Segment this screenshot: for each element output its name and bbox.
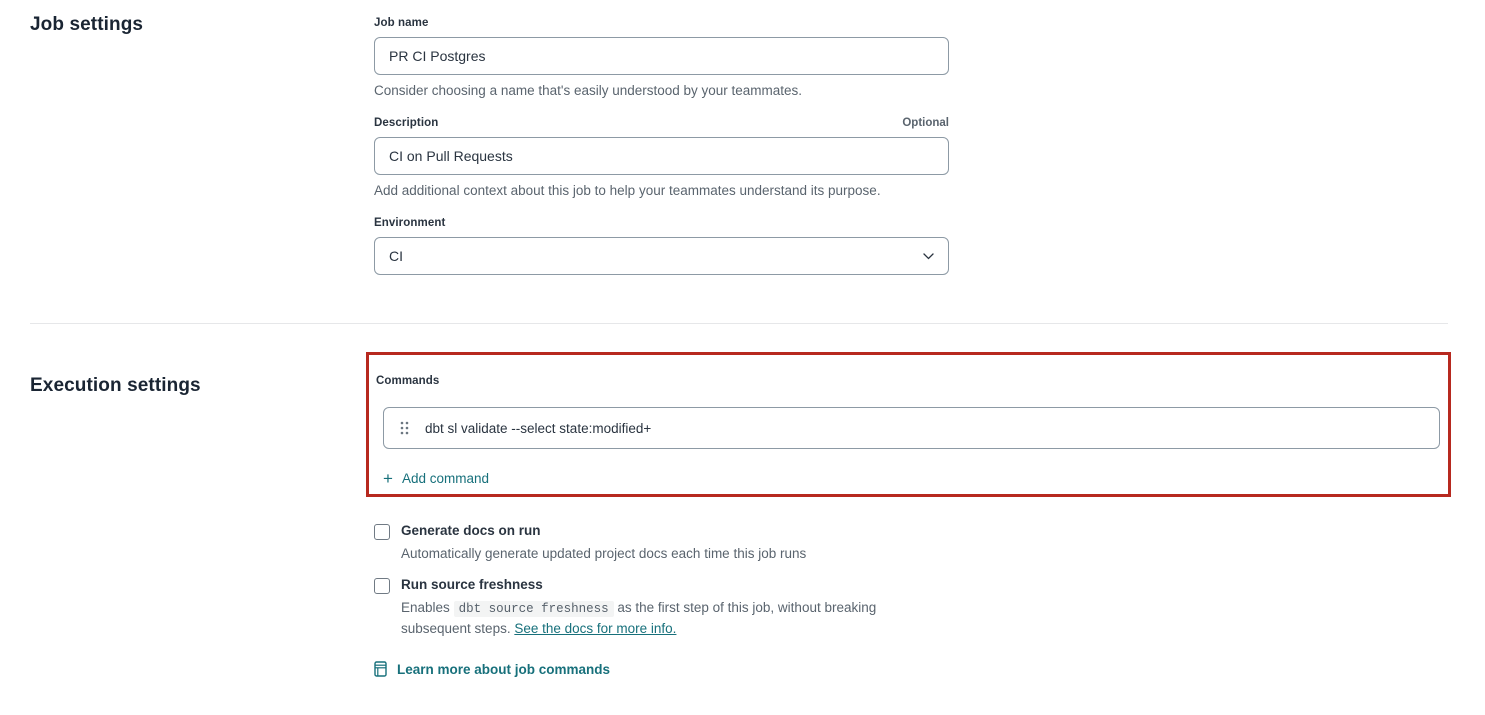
generate-docs-checkbox[interactable] [374, 524, 390, 540]
commands-highlight-box [366, 352, 1451, 497]
source-freshness-label: Run source freshness [401, 577, 543, 592]
job-name-input[interactable] [374, 37, 949, 75]
section-divider [30, 323, 1448, 324]
generate-docs-description: Automatically generate updated project docs each time this job runs [401, 546, 807, 561]
source-freshness-checkbox[interactable] [374, 578, 390, 594]
source-freshness-code: dbt source freshness [454, 601, 614, 617]
learn-more-link[interactable] [374, 661, 610, 677]
description-optional-badge: Optional [902, 117, 949, 129]
chevron-down-icon [923, 253, 934, 260]
source-freshness-block [374, 577, 949, 639]
source-freshness-desc-prefix: Enables [401, 600, 450, 615]
command-input[interactable] [425, 421, 1429, 436]
job-name-field-block [374, 17, 949, 98]
job-name-label: Job name [374, 17, 429, 29]
source-freshness-desc-suffix: as the first step of this job, without breaking subsequent steps. [401, 600, 877, 636]
add-command-label: Add command [401, 471, 489, 486]
command-row[interactable] [383, 407, 1440, 449]
environment-select[interactable] [374, 237, 949, 275]
description-input[interactable] [374, 137, 949, 175]
job-settings-heading: Job settings [30, 14, 144, 35]
environment-selected-value: CI [389, 248, 403, 264]
source-freshness-description [401, 598, 941, 639]
job-name-help-text: Consider choosing a name that's easily understood by your teammates. [374, 83, 803, 98]
description-label: Description [374, 117, 439, 129]
drag-handle-icon[interactable] [394, 417, 415, 439]
execution-settings-heading: Execution settings [30, 375, 201, 396]
generate-docs-block [374, 523, 949, 564]
add-command-button[interactable] [383, 468, 489, 488]
description-help-text: Add additional context about this job to help your teammates understand its purpose. [374, 183, 881, 198]
environment-field-block [374, 217, 949, 275]
book-icon [374, 661, 387, 677]
learn-more-label: Learn more about job commands [397, 661, 611, 677]
description-field-block [374, 117, 949, 198]
commands-label: Commands [376, 375, 440, 387]
environment-label: Environment [374, 217, 446, 229]
source-freshness-docs-link[interactable]: See the docs for more info. [514, 621, 677, 636]
plus-icon: + [383, 468, 393, 488]
generate-docs-label: Generate docs on run [401, 523, 541, 538]
